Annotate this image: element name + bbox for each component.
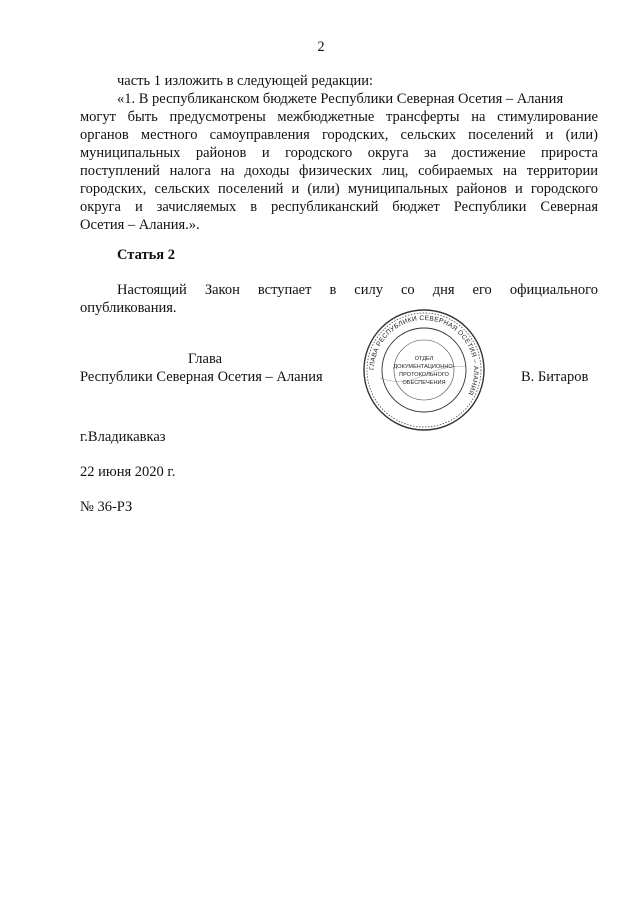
intro-line: часть 1 изложить в следующей редакции: xyxy=(117,73,374,89)
article-heading: Статья 2 xyxy=(117,247,175,263)
page-number: 2 xyxy=(317,39,325,55)
stamp-inner-line: ОТДЕЛ xyxy=(414,356,434,362)
place: г.Владикавказ xyxy=(80,429,166,445)
official-stamp xyxy=(362,308,486,432)
paragraph-line: могут быть предусмотрены межбюджетные трансферты на стимулирование xyxy=(80,109,598,125)
stamp-inner-line: ПРОТОКОЛЬНОГО xyxy=(399,372,449,378)
signature-title-line2: Республики Северная Осетия – Алания xyxy=(80,369,323,385)
paragraph-line: органов местного самоуправления городских, сельских поселений и (или) xyxy=(80,127,598,143)
document-number: № 36-РЗ xyxy=(80,499,133,515)
signature-title-line1: Глава xyxy=(188,351,223,367)
article-line: опубликования. xyxy=(80,300,177,316)
article-line: Настоящий Закон вступает в силу со дня его официального xyxy=(117,282,598,298)
paragraph-line: Осетия – Алания.». xyxy=(80,217,200,233)
stamp-inner-line: ДОКУМЕНТАЦИОННО- xyxy=(393,364,455,370)
paragraph-line: городских, сельских поселений и (или) муниципальных районов и городского xyxy=(80,181,598,197)
date: 22 июня 2020 г. xyxy=(80,464,176,480)
paragraph-line: муниципальных районов и городского округа за достижение прироста xyxy=(80,145,598,161)
paragraph-line: округа и зачисляемых в республиканский бюджет Республики Северная xyxy=(80,199,598,215)
signature-name: В. Битаров xyxy=(521,369,589,385)
stamp-inner-line: ОБЕСПЕЧЕНИЯ xyxy=(402,380,446,386)
stamp-outer-text: ГЛАВА РЕСПУБЛИКИ СЕВЕРНАЯ ОСЕТИЯ – АЛАНИЯ xyxy=(368,314,480,397)
paragraph-line: «1. В республиканском бюджете Республики Северная Осетия – Алания xyxy=(117,91,564,107)
paragraph-line: поступлений налога на доходы физических лиц, собираемых на территории xyxy=(80,163,598,179)
